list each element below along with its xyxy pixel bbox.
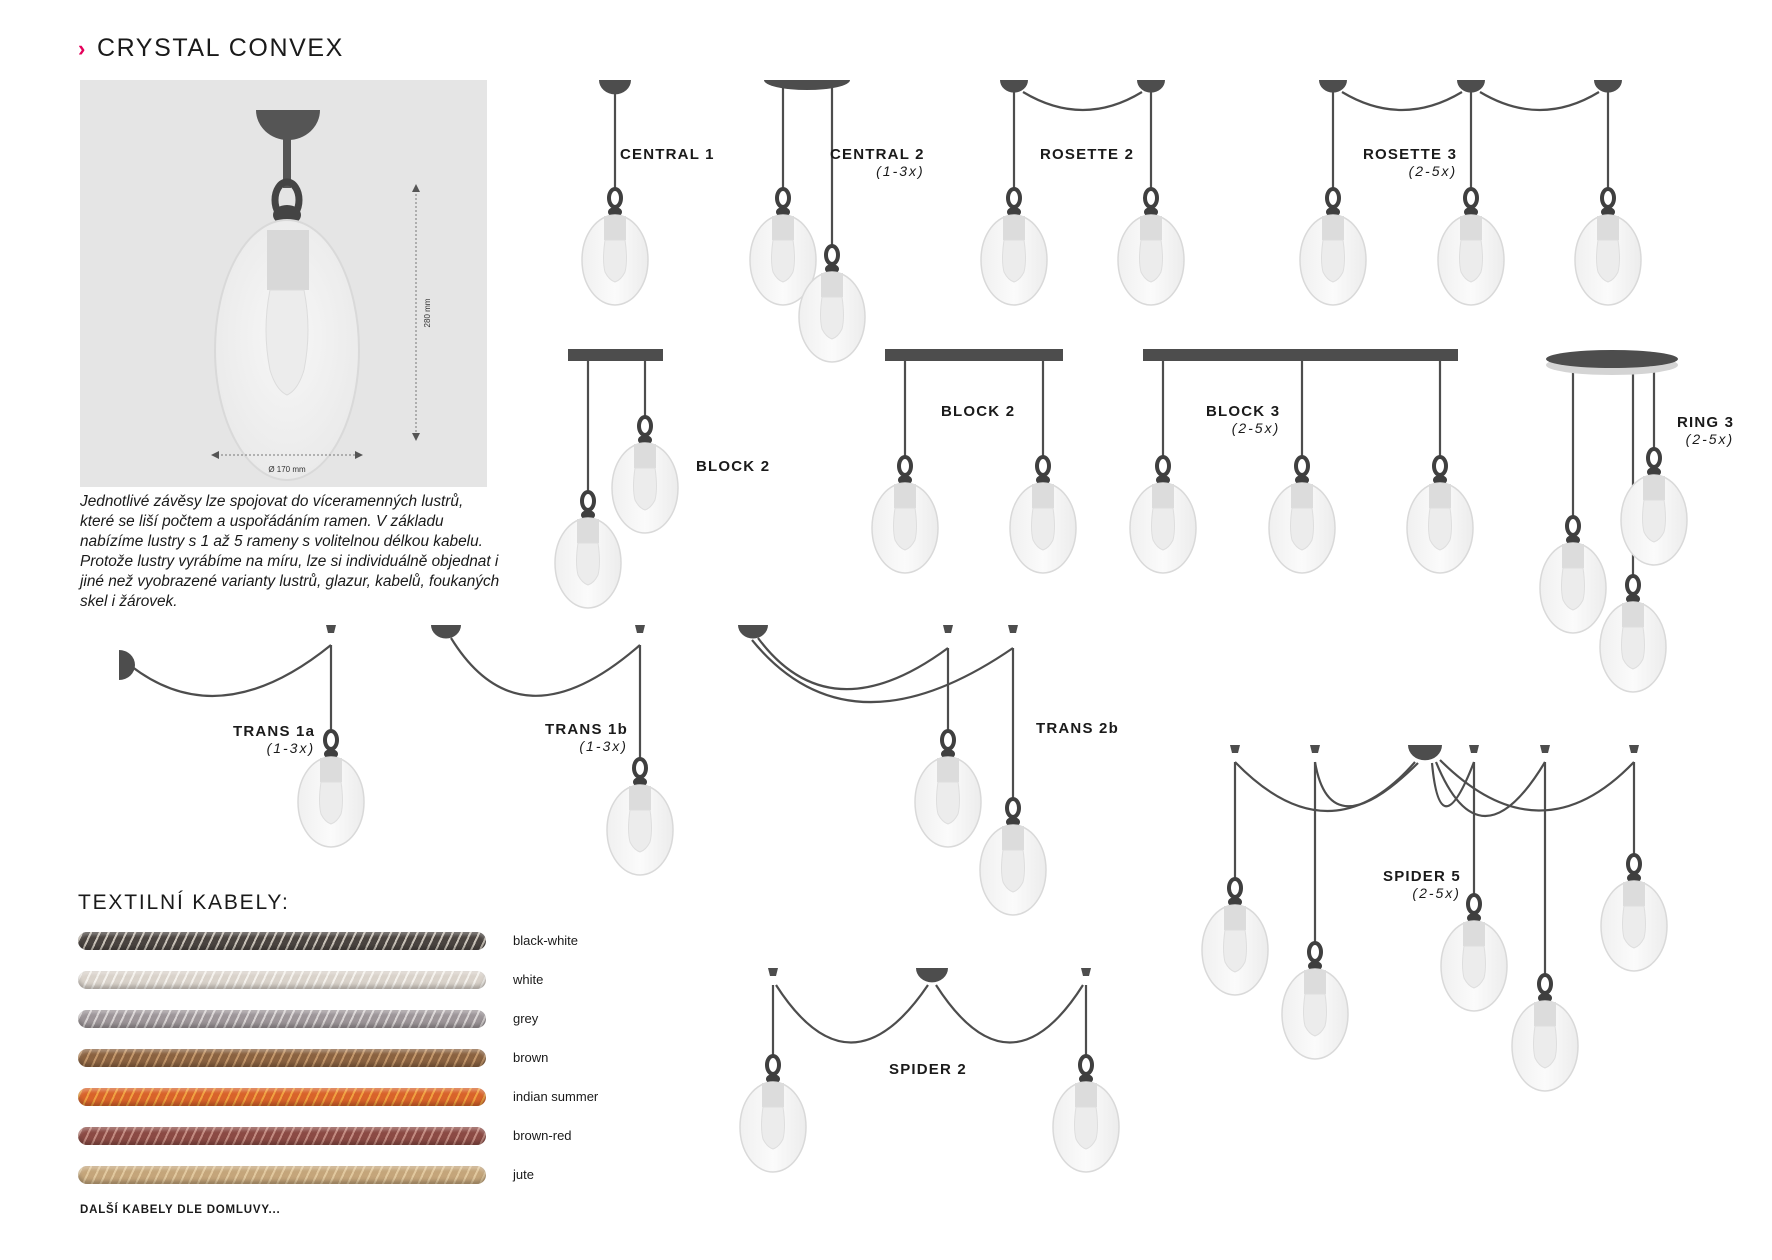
cable-line <box>1480 92 1599 110</box>
knot-icon <box>1434 457 1446 475</box>
bulb-socket-icon <box>772 216 794 240</box>
bulb-icon <box>1291 508 1314 550</box>
knot-icon <box>826 246 838 264</box>
knot-icon <box>1080 1056 1092 1074</box>
knot-icon <box>1628 855 1640 873</box>
ceiling-hook-icon <box>1310 745 1320 753</box>
ceiling-hook-icon <box>1008 625 1018 633</box>
bulb-socket-icon <box>1032 484 1054 508</box>
cable-label: white <box>513 972 544 987</box>
bulb-icon <box>1643 500 1666 542</box>
bulb-socket-icon <box>762 1083 784 1107</box>
canopy-icon <box>916 968 948 982</box>
bulb-socket-icon <box>1460 216 1482 240</box>
description-text: Jednotlivé závěsy lze spojovat do víceramenných lustrů, které se liší počtem a uspořádáním ramen. V základu nabízíme lustry s 1 až 5 rameny s volitelnou délkou kabelu. Protože lustry vyrábíme na míru, lze si individuálně objednat i jiné než vyobrazené varianty lustrů, glazur, kabelů, foukaných skel i žárovek. <box>80 493 500 610</box>
cable-label: jute <box>513 1167 534 1182</box>
cable-line <box>776 985 928 1043</box>
knot-icon <box>1008 189 1020 207</box>
bulb-socket-icon <box>1623 882 1645 906</box>
variant-label-rosette-2: ROSETTE 2 <box>1040 146 1135 163</box>
bulb-icon <box>1002 850 1025 892</box>
bulb-socket-icon <box>1075 1083 1097 1107</box>
bulb-icon <box>1075 1107 1098 1149</box>
bulb-socket-icon <box>1322 216 1344 240</box>
bulb-icon <box>1623 906 1646 948</box>
bulb-socket-icon <box>320 758 342 782</box>
cable-label: brown-red <box>513 1128 572 1143</box>
bulb-icon <box>1140 240 1163 282</box>
variant-name: CENTRAL 1 <box>620 146 715 163</box>
variant-label-block-2-wide: BLOCK 2 <box>941 403 1016 420</box>
ceiling-hook-icon <box>1629 745 1639 753</box>
cable-label: grey <box>513 1011 539 1026</box>
knot-icon <box>609 189 621 207</box>
knot-icon <box>1465 189 1477 207</box>
bulb-socket-icon <box>1140 216 1162 240</box>
canopy-icon <box>1457 80 1485 93</box>
ceiling-hook-icon <box>768 968 778 976</box>
mounting-bar-icon <box>885 349 1063 361</box>
knot-icon <box>1296 457 1308 475</box>
bulb-icon <box>1224 930 1247 972</box>
knot-icon <box>1309 943 1321 961</box>
cable-line <box>451 638 640 696</box>
mounting-bar-icon <box>1143 349 1458 361</box>
bulb-icon <box>1152 508 1175 550</box>
knot-icon <box>1539 975 1551 993</box>
cable-line <box>1440 760 1634 811</box>
bulb-icon <box>772 240 795 282</box>
variant-label-rosette-3: ROSETTE 3 (2-5x) <box>1363 146 1458 179</box>
bulb-socket-icon <box>1643 476 1665 500</box>
cable-line <box>1315 762 1418 806</box>
cable-label: brown <box>513 1050 549 1065</box>
variant-label-trans-2b: TRANS 2b <box>1036 720 1119 737</box>
bulb-icon <box>1304 994 1327 1036</box>
variant-label-spider-2: SPIDER 2 <box>889 1061 967 1078</box>
bulb-icon <box>629 810 652 852</box>
bulb-icon <box>1003 240 1026 282</box>
bulb-icon <box>1622 627 1645 669</box>
variant-label-central-1 <box>620 146 715 163</box>
cable-line <box>936 985 1083 1043</box>
canopy-icon <box>764 80 850 90</box>
width-dimension: Ø 170 mm <box>268 465 306 474</box>
bulb-socket-icon <box>1152 484 1174 508</box>
ceiling-hook-icon <box>1540 745 1550 753</box>
bulb-icon <box>937 782 960 824</box>
bulb-icon <box>320 782 343 824</box>
bulb-socket-icon <box>1622 603 1644 627</box>
knot-icon <box>325 731 337 749</box>
ceiling-hook-icon <box>1230 745 1240 753</box>
ring-plate-icon <box>1546 350 1678 368</box>
variant-label-block-3: BLOCK 3 (2-5x) <box>1206 403 1281 436</box>
cable-line <box>1023 92 1142 110</box>
bulb-socket-icon <box>1429 484 1451 508</box>
bulb-icon <box>1460 240 1483 282</box>
canopy-icon <box>1137 80 1165 93</box>
bulb-socket-icon <box>577 519 599 543</box>
variant-label-spider-5: SPIDER 5 (2-5x) <box>1383 868 1461 901</box>
bulb-icon <box>1597 240 1620 282</box>
knot-icon <box>777 189 789 207</box>
knot-icon <box>1145 189 1157 207</box>
cable-label: black-white <box>513 933 579 948</box>
knot-icon <box>942 731 954 749</box>
ceiling-hook-icon <box>326 625 336 633</box>
canopy-icon <box>1319 80 1347 93</box>
mounting-bar-icon <box>568 349 663 361</box>
canopy-icon <box>1408 745 1442 760</box>
bulb-socket-icon <box>1003 216 1025 240</box>
bulb-socket-icon <box>1304 970 1326 994</box>
bulb-icon <box>1534 1026 1557 1068</box>
knot-icon <box>767 1056 779 1074</box>
bulb-icon <box>1322 240 1345 282</box>
canopy-icon <box>431 625 461 639</box>
more-cables-note: DALŠÍ KABELY DLE DOMLUVY... <box>80 1204 281 1216</box>
bulb-socket-icon <box>894 484 916 508</box>
canopy-icon <box>738 625 768 639</box>
knot-icon <box>1648 449 1660 467</box>
knot-icon <box>1229 879 1241 897</box>
variant-label-trans-1b: TRANS 1b (1-3x) <box>545 721 628 754</box>
bulb-icon <box>604 240 627 282</box>
bulb-icon <box>894 508 917 550</box>
cable-line <box>758 638 948 689</box>
ceiling-hook-icon <box>943 625 953 633</box>
ceiling-hook-icon <box>1081 968 1091 976</box>
cable-label: indian summer <box>513 1089 599 1104</box>
cable-line <box>1436 762 1545 816</box>
canopy-icon <box>1000 80 1028 93</box>
bulb-icon <box>1562 568 1585 610</box>
ceiling-hook-icon <box>1469 745 1479 753</box>
knot-icon <box>1468 895 1480 913</box>
bulb-socket-icon <box>629 786 651 810</box>
knot-icon <box>634 759 646 777</box>
bulb-socket-icon <box>1463 922 1485 946</box>
bulb-socket-icon <box>937 758 959 782</box>
variant-label-ring-3: RING 3 (2-5x) <box>1677 414 1735 447</box>
bulb-socket-icon <box>1291 484 1313 508</box>
bulb-icon <box>821 297 844 339</box>
bulb-icon <box>1429 508 1452 550</box>
bulb-socket-icon <box>604 216 626 240</box>
variant-label-trans-1a: TRANS 1a (1-3x) <box>233 723 316 756</box>
page-title-text: CRYSTAL CONVEX <box>96 34 344 62</box>
bulb-icon <box>1032 508 1055 550</box>
bulb-icon <box>1463 946 1486 988</box>
knot-icon <box>1157 457 1169 475</box>
cable-line <box>1342 92 1462 110</box>
wall-canopy-icon <box>119 650 135 680</box>
knot-icon <box>1037 457 1049 475</box>
knot-icon <box>1627 576 1639 594</box>
height-dimension: 280 mm <box>423 298 432 328</box>
canopy-icon <box>599 80 631 94</box>
bulb-socket-icon <box>821 273 843 297</box>
knot-icon <box>639 417 651 435</box>
bulb-icon <box>577 543 600 585</box>
bulb-socket-icon <box>1002 826 1024 850</box>
canopy-icon <box>1594 80 1622 93</box>
ceiling-hook-icon <box>635 625 645 633</box>
cable-line <box>131 645 331 696</box>
knot-icon <box>1327 189 1339 207</box>
variant-label-central-2: CENTRAL 2 (1-3x) <box>830 146 925 179</box>
knot-icon <box>1567 517 1579 535</box>
bulb-icon <box>634 468 657 510</box>
cable-line <box>1235 762 1415 811</box>
bulb-icon <box>762 1107 785 1149</box>
knot-icon <box>582 492 594 510</box>
bulb-socket-icon <box>1562 544 1584 568</box>
cables-title: TEXTILNÍ KABELY: <box>78 891 290 914</box>
knot-icon <box>1602 189 1614 207</box>
chevron-right-icon: › <box>78 35 87 61</box>
bulb-socket-icon <box>1224 906 1246 930</box>
bulb-socket-icon <box>634 444 656 468</box>
knot-icon <box>899 457 911 475</box>
bulb-socket-icon <box>1597 216 1619 240</box>
knot-icon <box>1007 799 1019 817</box>
bulb-socket-icon <box>1534 1002 1556 1026</box>
variant-label-block-2-narrow: BLOCK 2 <box>696 458 771 475</box>
